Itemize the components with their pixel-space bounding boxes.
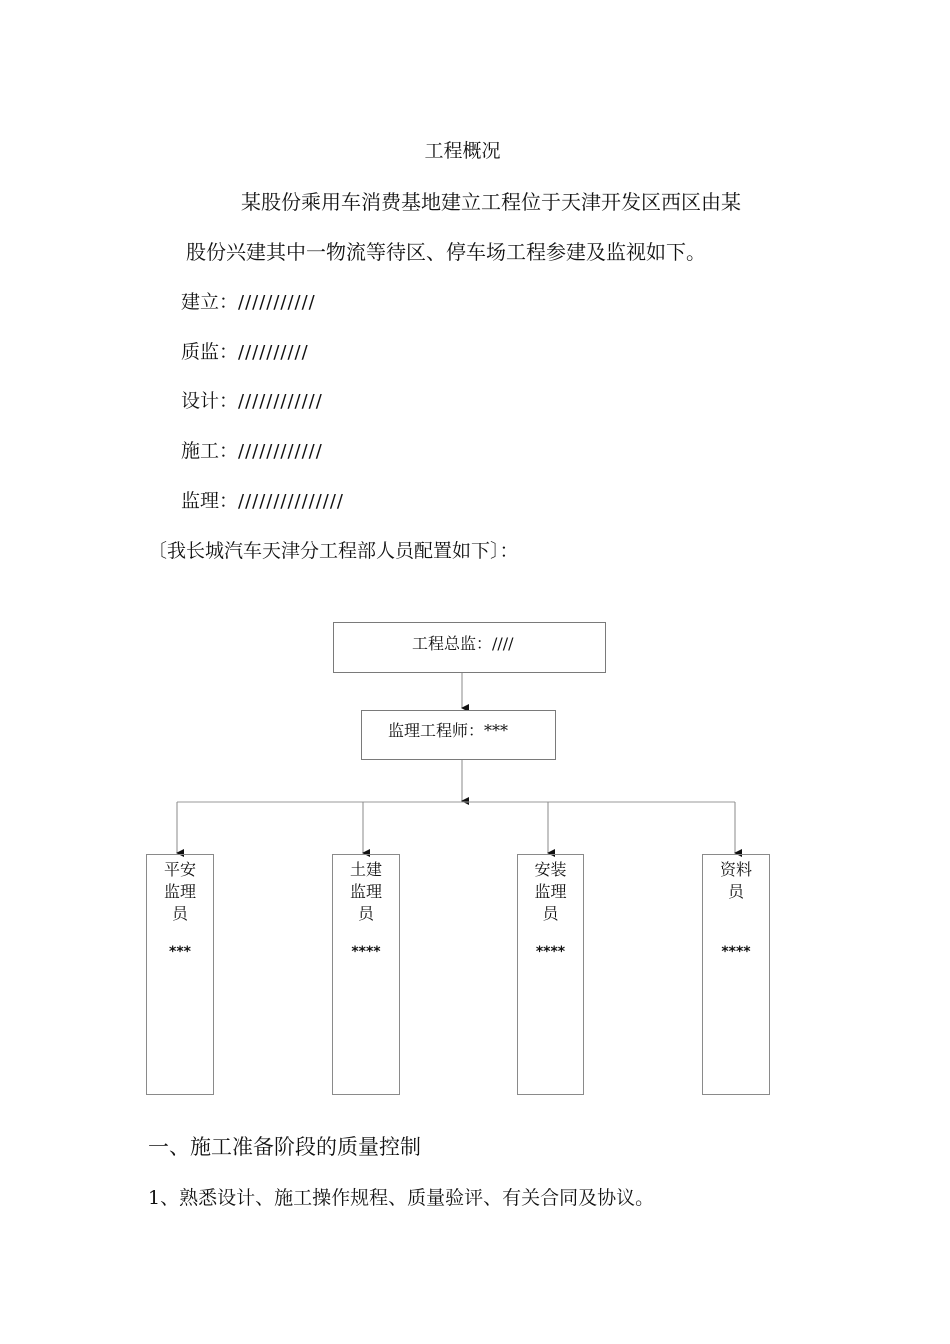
field-label: 质监： [181, 341, 239, 363]
intro-line-1: 某股份乘用车消费基地建立工程位于天津开发区西区由某 [241, 190, 741, 214]
intro-line-2: 股份兴建其中一物流等待区、停车场工程参建及监视如下。 [186, 240, 706, 264]
field-value: ////////// [238, 342, 309, 363]
org-engineer-label: 监理工程师：*** [388, 721, 509, 740]
org-member-safety [146, 854, 214, 1095]
field-value: //////////// [238, 441, 323, 462]
field-value: /////////// [238, 292, 316, 313]
field-value: /////////////// [238, 491, 344, 512]
org-chief-label: 工程总监：//// [412, 634, 514, 653]
member-value: **** [721, 944, 751, 960]
staff-intro: 〔我长城汽车天津分工程部人员配置如下〕： [148, 540, 519, 562]
member-value: **** [535, 944, 566, 960]
member-name: 土建监理员 [349, 860, 382, 923]
page-title: 工程概况 [424, 140, 501, 162]
member-value: *** [169, 944, 191, 960]
member-value: **** [351, 944, 381, 960]
org-chief-box [333, 622, 606, 673]
member-name: 资料员 [719, 860, 752, 901]
member-name: 安装监理员 [534, 860, 567, 923]
section-heading: 一、施工准备阶段的质量控制 [148, 1135, 421, 1159]
field-value: //////////// [238, 391, 323, 412]
member-name: 平安监理员 [163, 860, 196, 923]
field-label: 监理： [181, 490, 239, 512]
section-item-1: 1、熟悉设计、施工操作规程、质量验评、有关合同及协议。 [148, 1187, 655, 1209]
field-label: 施工： [181, 440, 239, 462]
org-member-documents [702, 854, 770, 1095]
field-label: 建立： [181, 291, 239, 313]
field-label: 设计： [181, 390, 239, 412]
org-member-civil [332, 854, 400, 1095]
org-engineer-box [361, 710, 556, 760]
org-member-installation [517, 854, 584, 1095]
